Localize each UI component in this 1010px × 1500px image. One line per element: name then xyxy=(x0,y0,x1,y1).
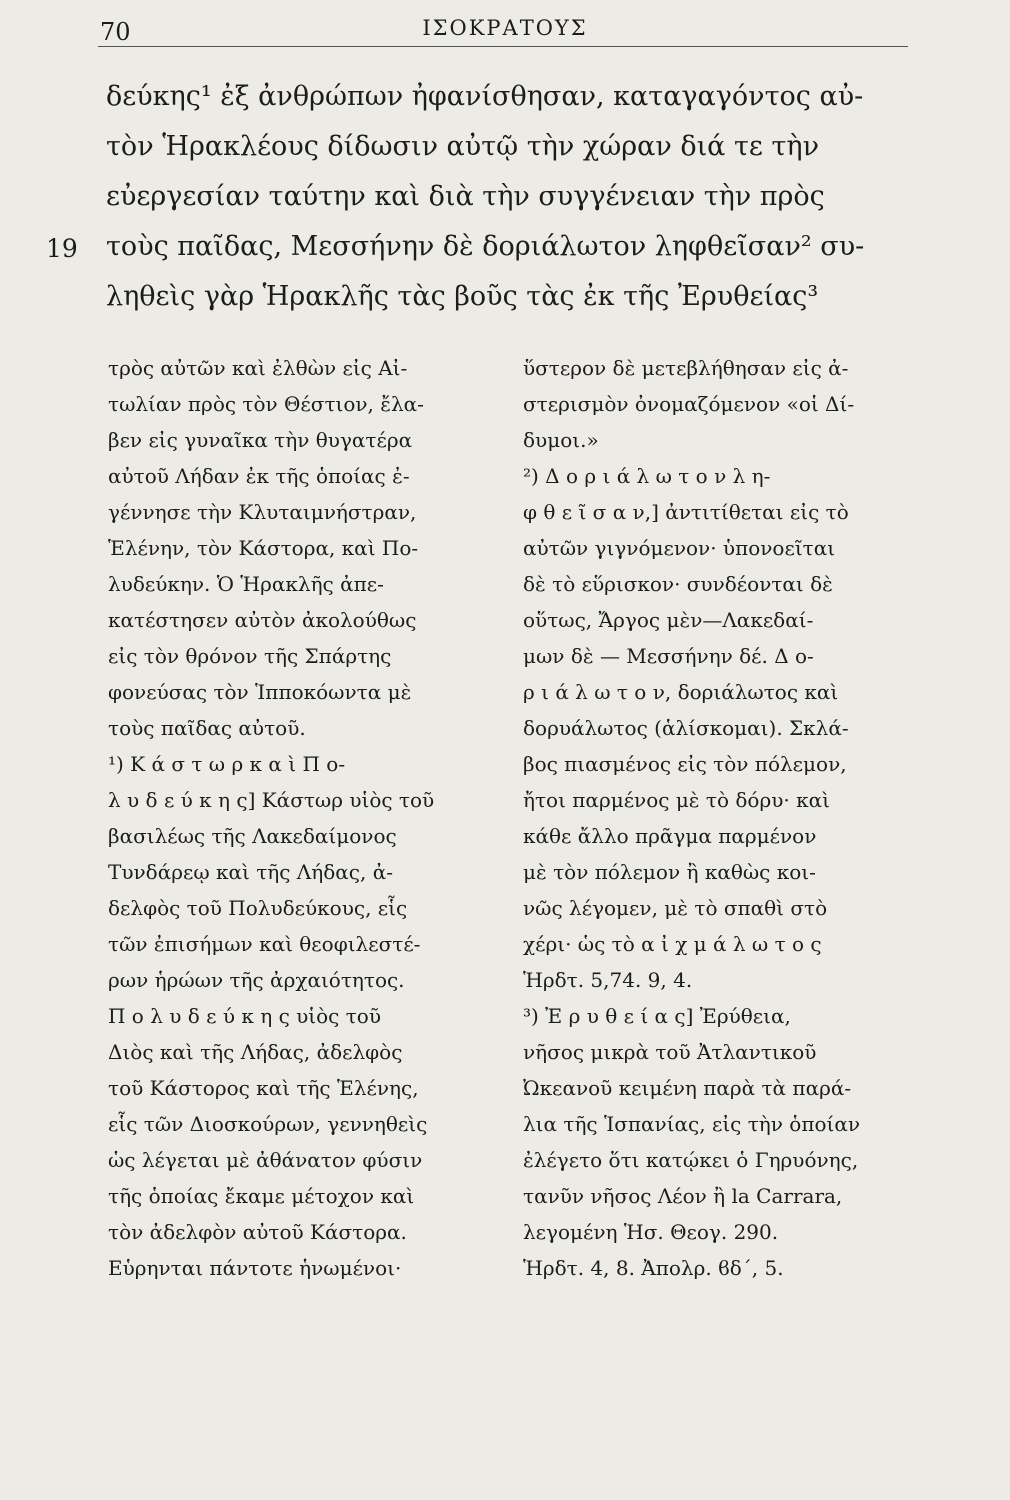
main-line: τὸν Ἡρακλέους δίδωσιν αὐτῷ τὴν χώραν διά τε τὴν xyxy=(106,131,820,162)
note-line: οὕτως, Ἄργος μὲν—Λακεδαί- xyxy=(523,608,814,632)
footnotes-right-column xyxy=(523,350,908,1286)
main-text xyxy=(106,72,916,322)
note-line: χέρι· ὡς τὸ α ἰ χ μ ά λ ω τ ο ς xyxy=(523,932,822,956)
main-line: εὐεργεσίαν ταύτην καὶ διὰ τὴν συγγένειαν τὴν πρὸς xyxy=(106,181,825,212)
page-header xyxy=(0,0,1010,60)
section-number: 19 xyxy=(46,234,78,263)
note-line: τὸν ἀδελφὸν αὐτοῦ Κάστορα. xyxy=(108,1220,407,1244)
note-line: ²) Δ ο ρ ι ά λ ω τ ο ν λ η- xyxy=(523,464,771,488)
page-number: 70 xyxy=(100,18,131,46)
note-line: Τυνδάρεῳ καὶ τῆς Λήδας, ἀ- xyxy=(108,860,393,884)
note-line: Διὸς καὶ τῆς Λήδας, ἀδελφὸς xyxy=(108,1040,403,1064)
note-line: δορυάλωτος (ἁλίσκομαι). Σκλά- xyxy=(523,716,849,740)
note-line: μὲ τὸν πόλεμον ἢ καθὼς κοι- xyxy=(523,860,816,884)
main-line: δεύκης¹ ἐξ ἀνθρώπων ἠφανίσθησαν, καταγαγόντος αὐ- xyxy=(106,81,864,112)
note-line: νῶς λέγομεν, μὲ τὸ σπαθὶ στὸ xyxy=(523,896,828,920)
note-line: αὐτῶν γιγνόμενον· ὑπονοεῖται xyxy=(523,536,836,560)
note-line: Ὠκεανοῦ κειμένη παρὰ τὰ παρά- xyxy=(523,1076,852,1100)
note-line: λ υ δ ε ύ κ η ς] Κάστωρ υἱὸς τοῦ xyxy=(108,788,435,812)
note-line: τῶν ἐπισήμων καὶ θεοφιλεστέ- xyxy=(108,932,421,956)
note-line: νῆσος μικρὰ τοῦ Ἀτλαντικοῦ xyxy=(523,1040,817,1064)
note-line: κάθε ἄλλο πρᾶγμα παρμένον xyxy=(523,824,817,848)
running-title: ΙΣΟΚΡΑΤΟΥΣ xyxy=(422,16,588,40)
note-line: στερισμὸν ὀνομαζόμενον «οἱ Δί- xyxy=(523,392,855,416)
note-line: τωλίαν πρὸς τὸν Θέστιον, ἔλα- xyxy=(108,392,424,416)
note-line: ὕστερον δὲ μετεβλήθησαν εἰς ἀ- xyxy=(523,356,849,380)
note-line: ¹) Κ ά σ τ ω ρ κ α ὶ Π ο- xyxy=(108,752,346,776)
note-line: εἰς τὸν θρόνον τῆς Σπάρτης xyxy=(108,644,392,668)
note-line: δὲ τὸ εὕρισκον· συνδέονται δὲ xyxy=(523,572,833,596)
note-line: εἷς τῶν Διοσκούρων, γεννηθεὶς xyxy=(108,1112,428,1136)
note-line: Ἡρδτ. 5,74. 9, 4. xyxy=(523,968,693,992)
note-line: βος πιασμένος εἰς τὸν πόλεμον, xyxy=(523,752,847,776)
note-line: λια τῆς Ἱσπανίας, εἰς τὴν ὁποίαν xyxy=(523,1112,861,1136)
note-line: Ἑλένην, τὸν Κάστορα, καὶ Πο- xyxy=(108,536,419,560)
note-line: δυμοι.» xyxy=(523,428,599,452)
main-line: τοὺς παῖδας, Μεσσήνην δὲ δοριάλωτον ληφθεῖσαν² συ- xyxy=(106,231,865,262)
header-rule xyxy=(98,46,908,47)
note-line: δελφὸς τοῦ Πολυδεύκους, εἷς xyxy=(108,896,408,920)
note-line: Εὑρηνται πάντοτε ἡνωμένοι· xyxy=(108,1256,402,1280)
note-line: ἐλέγετο ὅτι κατῴκει ὁ Γηρυόνης, xyxy=(523,1148,859,1172)
note-line: τοὺς παῖδας αὐτοῦ. xyxy=(108,716,306,740)
footnotes-left-column xyxy=(108,350,493,1286)
note-line: Π ο λ υ δ ε ύ κ η ς υἱὸς τοῦ xyxy=(108,1004,381,1028)
note-line: λεγομένη Ἡσ. Θεογ. 290. xyxy=(523,1220,779,1244)
note-line: ρ ι ά λ ω τ ο ν, δοριάλωτος καὶ xyxy=(523,680,839,704)
note-line: Ἡρδτ. 4, 8. Ἀπολρ. ϐδ΄, 5. xyxy=(523,1256,784,1280)
note-line: τοῦ Κάστορος καὶ τῆς Ἑλένης, xyxy=(108,1076,419,1100)
note-line: βεν εἰς γυναῖκα τὴν θυγατέρα xyxy=(108,428,413,452)
note-line: φ θ ε ῖ σ α ν,] ἀντιτίθεται εἰς τὸ xyxy=(523,500,849,524)
note-line: λυδεύκην. Ὁ Ἡρακλῆς ἀπε- xyxy=(108,572,384,596)
note-line: μων δὲ — Μεσσήνην δέ. Δ ο- xyxy=(523,644,814,668)
note-line: τῆς ὁποίας ἔκαμε μέτοχον καὶ xyxy=(108,1184,415,1208)
note-line: ἤτοι παρμένος μὲ τὸ δόρυ· καὶ xyxy=(523,788,830,812)
note-line: ὡς λέγεται μὲ ἀθάνατον φύσιν xyxy=(108,1148,423,1172)
note-line: ρων ἡρώων τῆς ἀρχαιότητος. xyxy=(108,968,405,992)
note-line: βασιλέως τῆς Λακεδαίμονος xyxy=(108,824,397,848)
note-line: τρὸς αὐτῶν καὶ ἐλθὼν εἰς Αἰ- xyxy=(108,356,408,380)
note-line: ³) Ἐ ρ υ θ ε ί α ς] Ἐρύθεια, xyxy=(523,1004,791,1028)
note-line: φονεύσας τὸν Ἱπποκόωντα μὲ xyxy=(108,680,412,704)
note-line: τανῦν νῆσος Λέον ἢ la Carrara, xyxy=(523,1184,843,1208)
note-line: κατέστησεν αὐτὸν ἀκολούθως xyxy=(108,608,417,632)
note-line: αὐτοῦ Λήδαν ἐκ τῆς ὁποίας ἐ- xyxy=(108,464,410,488)
note-line: γέννησε τὴν Κλυταιμνήστραν, xyxy=(108,500,417,524)
main-line: ληθεὶς γὰρ Ἡρακλῆς τὰς βοῦς τὰς ἐκ τῆς Ἐρυθείας³ xyxy=(106,281,819,312)
